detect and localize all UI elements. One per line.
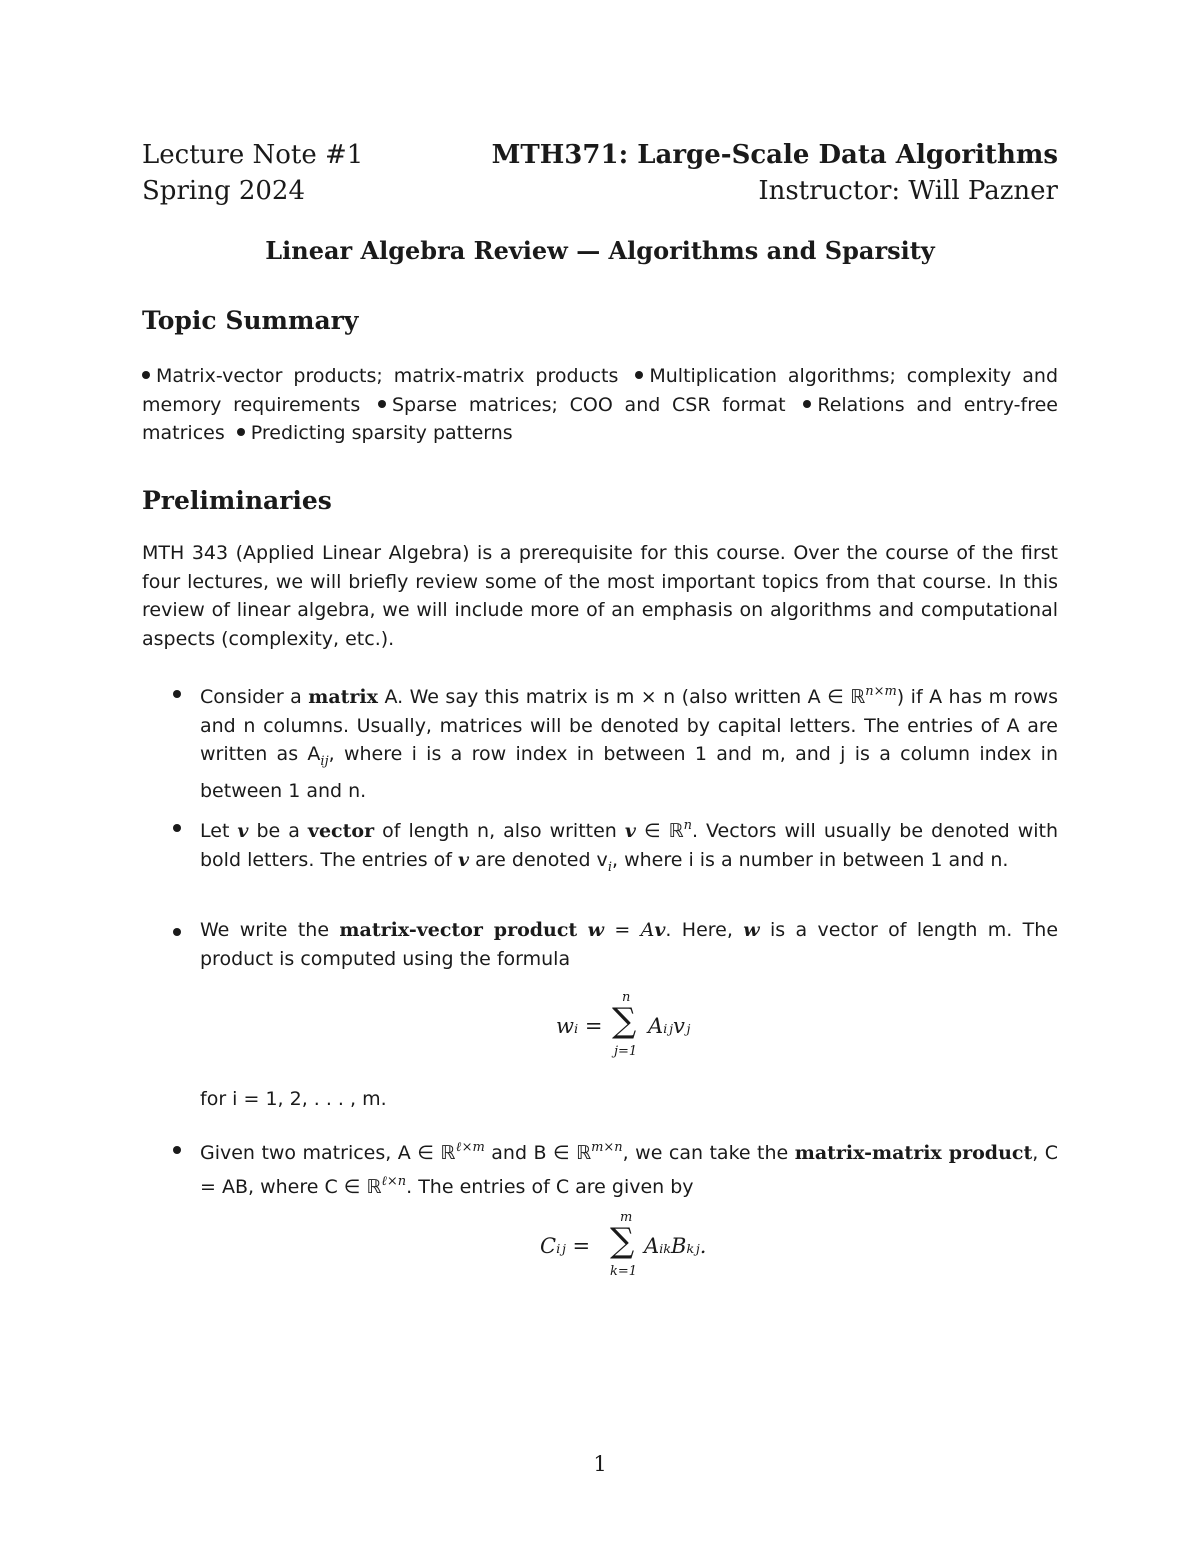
text-run: . Here, xyxy=(665,919,744,941)
subscript: ij xyxy=(320,754,329,769)
bullet-icon xyxy=(173,824,181,832)
subscript: i xyxy=(607,859,612,875)
sum-upper-limit: m xyxy=(620,1210,633,1225)
sum-lower-limit: k=1 xyxy=(610,1264,638,1279)
sum-upper-limit: n xyxy=(622,990,631,1005)
text-run: We write the xyxy=(200,919,340,941)
preliminaries-heading: Preliminaries xyxy=(142,486,332,515)
term-label: Spring 2024 xyxy=(142,176,306,206)
term-matrix: matrix xyxy=(308,686,378,708)
math-vector: w xyxy=(743,919,760,941)
math-vector: v xyxy=(654,919,666,941)
text-run: , where i is a number in between 1 and n. xyxy=(611,848,1009,871)
header-row-1 xyxy=(142,140,1058,170)
superscript: ℓ×m xyxy=(455,1140,485,1155)
bullet-icon xyxy=(378,400,386,408)
bullet-icon xyxy=(173,928,181,936)
text-run: ) if A has m rows and n columns. Usually, matrices will be denoted by capital letters. The entries of A are written as A xyxy=(200,686,1059,765)
topic-summary-list xyxy=(142,362,1058,448)
topic-item: Matrix-vector products; matrix-matrix products xyxy=(156,365,619,387)
sum-lower-limit: j=1 xyxy=(614,1044,638,1059)
text-run: . Vectors will usually be denoted with bold letters. The entries of xyxy=(200,820,1059,871)
text-run: are denoted v xyxy=(469,848,608,871)
matmat-item xyxy=(200,1134,1058,1201)
header-row-2 xyxy=(142,176,1058,206)
math-vector: v xyxy=(624,820,636,842)
text-run: A. We say this matrix is m × n (also written A ∈ ℝ xyxy=(377,686,866,708)
vector-definition-item xyxy=(200,812,1058,882)
text-run: and B ∈ ℝ xyxy=(484,1142,592,1164)
topic-item: Sparse matrices; COO and CSR format xyxy=(391,393,786,416)
superscript: m×n xyxy=(591,1140,623,1155)
math-vector: v xyxy=(237,820,249,842)
bullet-icon xyxy=(142,371,150,379)
document-title: Linear Algebra Review — Algorithms and Sparsity xyxy=(265,236,935,265)
course-title: MTH371: Large-Scale Data Algorithms xyxy=(491,140,1058,170)
text-run: Consider a xyxy=(200,686,309,708)
summation-icon: ∑ xyxy=(612,1001,637,1041)
text-run: is a vector of length m. The product is computed using the formula xyxy=(200,919,1059,970)
equation-rhs: AᵢₖBₖⱼ. xyxy=(644,1234,707,1258)
text-run: Let xyxy=(200,820,238,842)
matmat-equation xyxy=(540,1208,740,1288)
text-run: be a xyxy=(248,820,308,842)
text-run: , C = AB, where C ∈ ℝ xyxy=(200,1142,1059,1198)
math-vector: w xyxy=(587,919,604,941)
text-run: of length n, also written xyxy=(374,820,625,842)
index-range-line: for i = 1, 2, . . . , m. xyxy=(200,1088,387,1110)
matvec-item xyxy=(200,916,1058,973)
page-number: 1 xyxy=(593,1452,607,1476)
text-run: . The entries of C are given by xyxy=(406,1175,694,1198)
equation-rhs: Aᵢⱼvⱼ xyxy=(648,1014,691,1038)
math-run: = A xyxy=(603,919,655,941)
topic-item: Multiplication algorithms; complexity and memory requirements xyxy=(142,365,1059,416)
text-run: ∈ ℝ xyxy=(635,820,684,842)
lecture-label: Lecture Note #1 xyxy=(142,140,364,170)
text-run: , we can take the xyxy=(622,1142,795,1164)
instructor-label: Instructor: Will Pazner xyxy=(758,176,1058,206)
text-run: Given two matrices, A ∈ ℝ xyxy=(200,1142,456,1164)
bullet-icon xyxy=(803,400,811,408)
equation-lhs: Cᵢⱼ = xyxy=(540,1234,591,1258)
matrix-definition-item xyxy=(200,678,1058,805)
topic-item: Relations and entry-free matrices xyxy=(142,393,1058,444)
term-matmat: matrix-matrix product xyxy=(794,1142,1033,1164)
superscript: n xyxy=(683,818,692,833)
term-matvec: matrix-vector product xyxy=(339,919,578,941)
preliminaries-intro: MTH 343 (Applied Linear Algebra) is a prerequisite for this course. Over the course of the first four lectures, we will briefly review some of the most important topics from that course. In this review of linear algebra, we will include more of an emphasis on algorithms and computational aspects (complexity, etc.). xyxy=(142,542,1058,650)
superscript: n×m xyxy=(865,684,897,699)
summation-icon: ∑ xyxy=(610,1221,635,1261)
bullet-icon xyxy=(635,371,643,379)
math-vector: v xyxy=(458,848,470,871)
topic-item: Predicting sparsity patterns xyxy=(250,422,513,444)
text-run: , where i is a row index in between 1 and m, and j is a column index in between 1 and n. xyxy=(200,743,1058,802)
term-vector: vector xyxy=(307,820,375,842)
bullet-icon xyxy=(173,690,181,698)
superscript: ℓ×n xyxy=(381,1173,407,1189)
matvec-equation xyxy=(556,988,716,1068)
bullet-icon xyxy=(237,428,245,436)
bullet-icon xyxy=(173,1146,181,1154)
topic-summary-heading: Topic Summary xyxy=(142,306,359,335)
equation-lhs: wᵢ = xyxy=(556,1014,603,1038)
